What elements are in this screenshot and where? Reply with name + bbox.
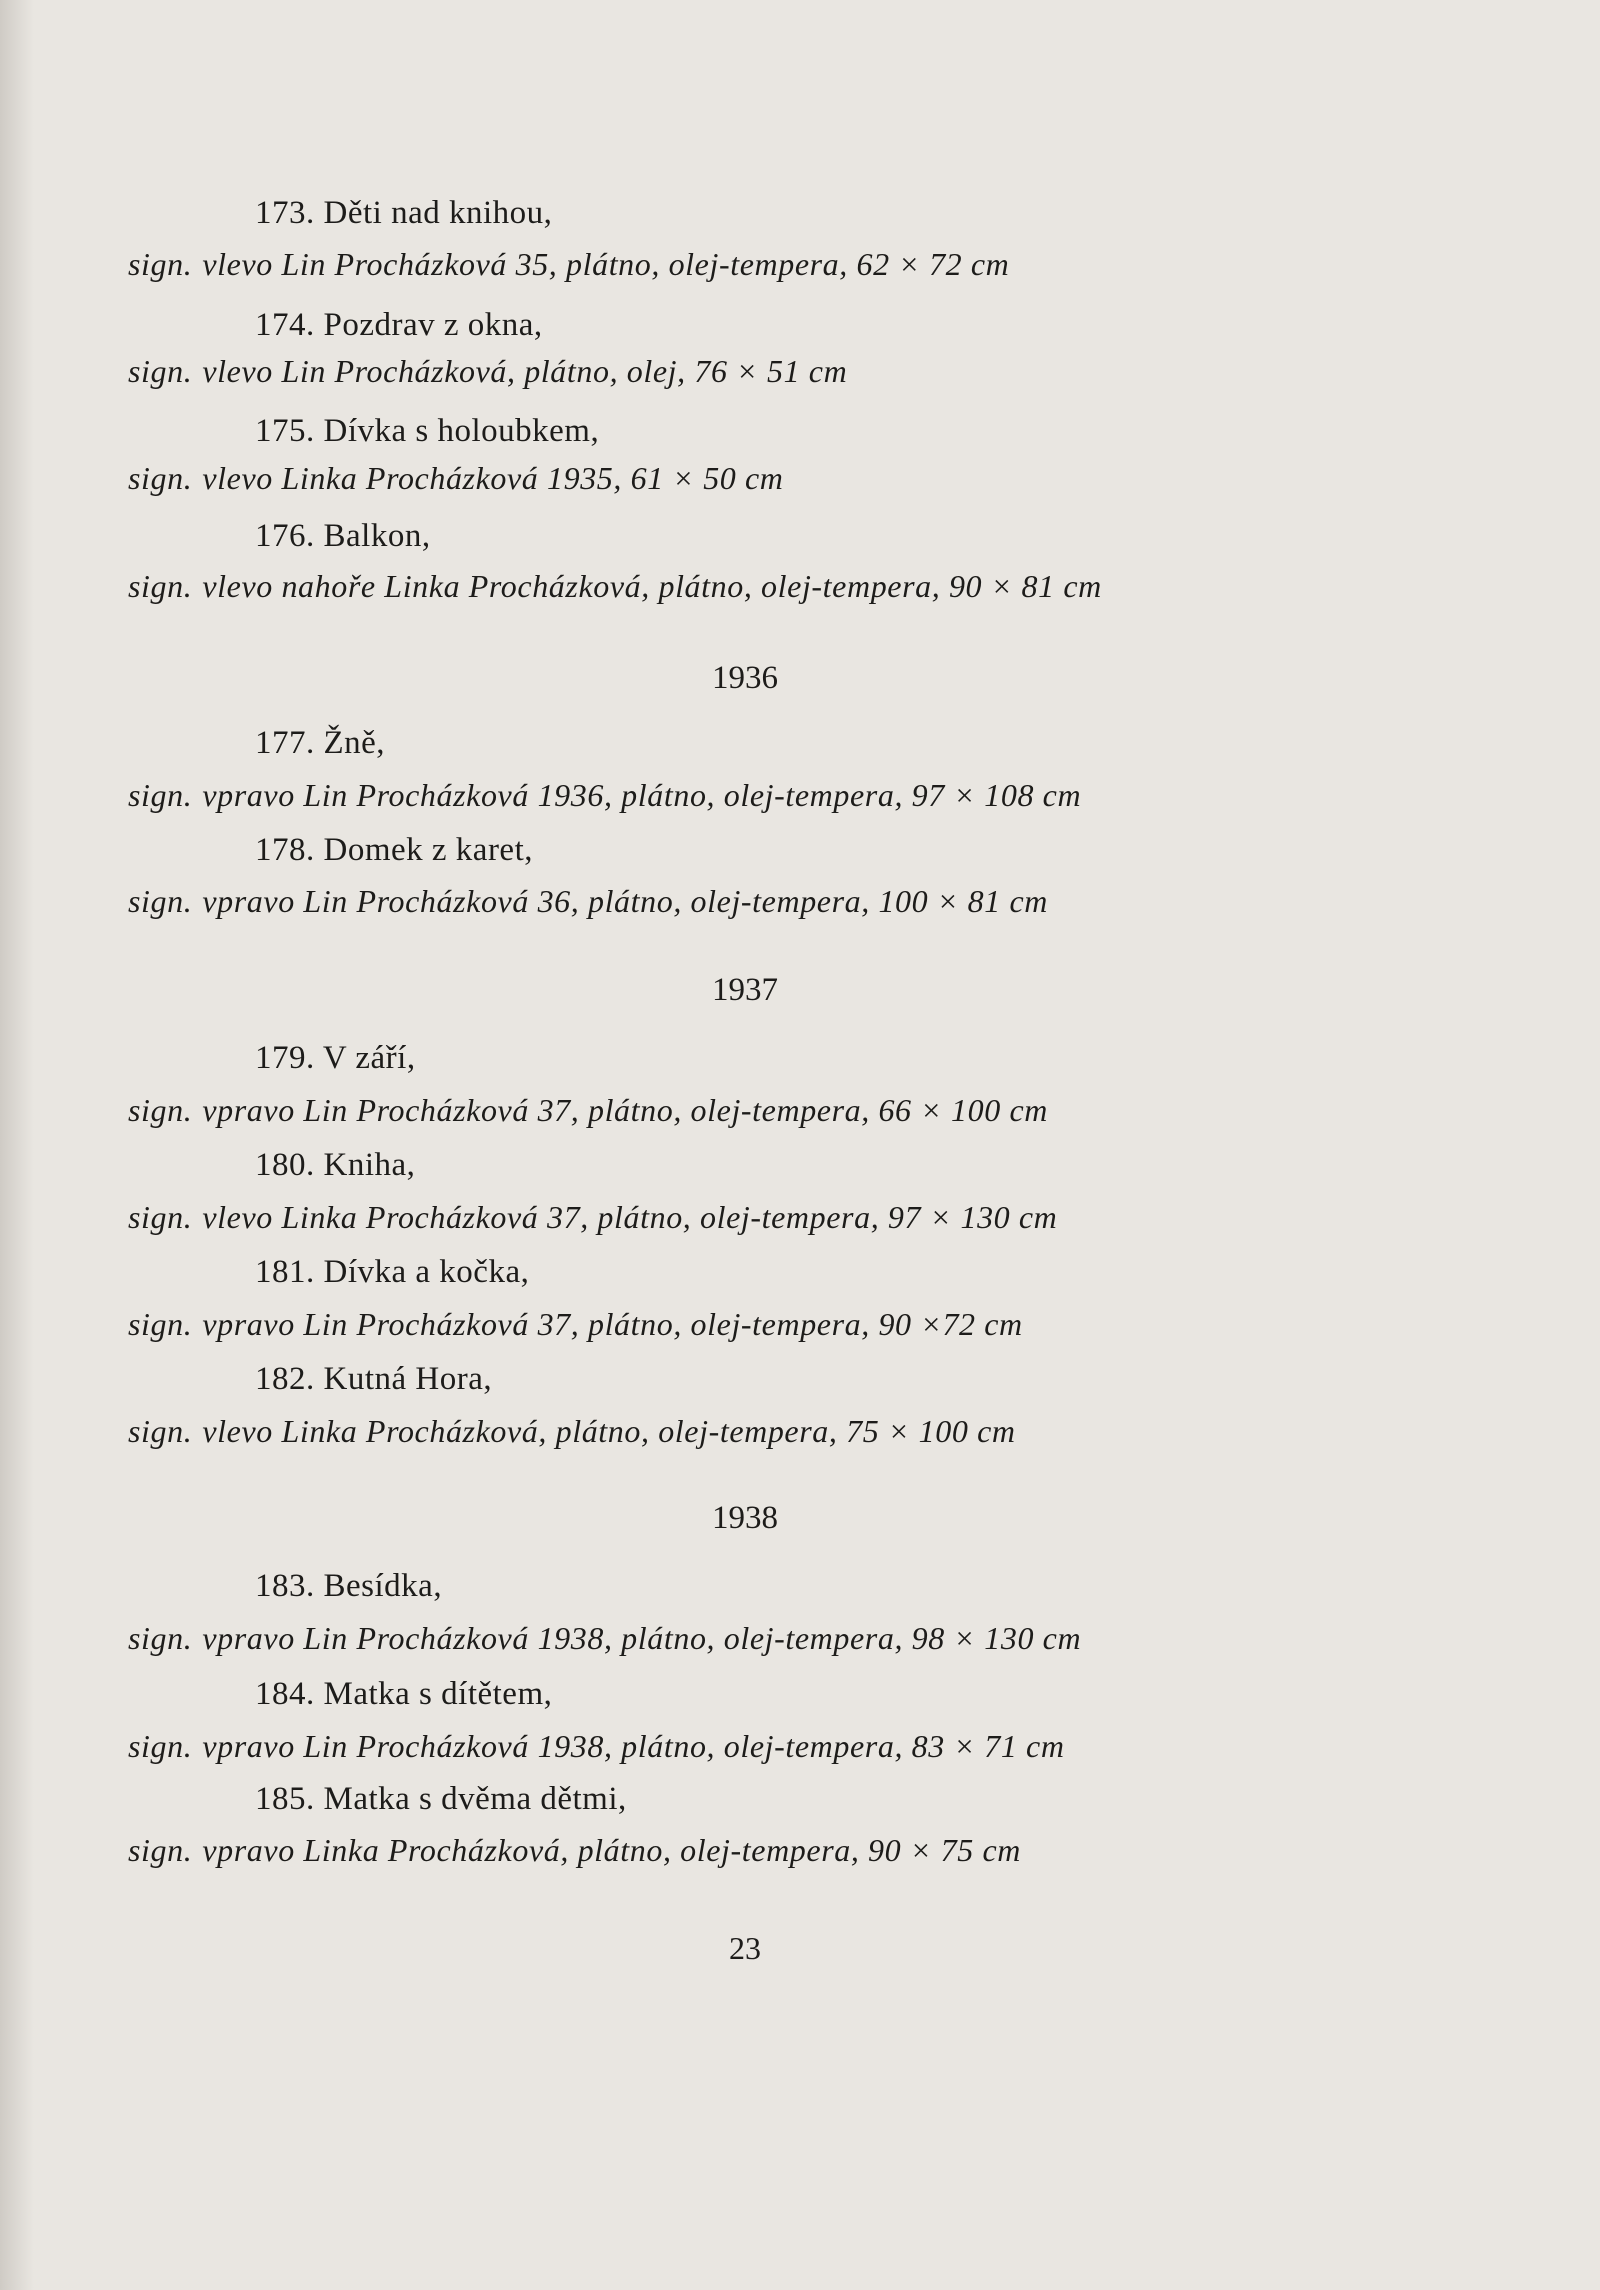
entry-signature [128,1832,1021,1869]
sign-label: sign. [128,1620,193,1656]
sign-label: sign. [128,1832,193,1868]
entry-signature [128,883,1048,920]
entry-title: 174. Pozdrav z okna, [255,307,543,343]
entry-title: 179. V září, [255,1040,416,1076]
entry-detail: vpravo Lin Procházková 37, plátno, olej-tempera, 66 × 100 cm [202,1092,1048,1128]
year-heading: 1936 [712,660,778,696]
entry-detail: vpravo Lin Procházková 1936, plátno, olej-tempera, 97 × 108 cm [202,777,1082,813]
entry-signature [128,1306,1023,1343]
entry-detail: vpravo Lin Procházková 1938, plátno, olej-tempera, 98 × 130 cm [202,1620,1082,1656]
sign-label: sign. [128,777,193,813]
sign-label: sign. [128,1413,193,1449]
entry-title: 180. Kniha, [255,1147,416,1183]
entry-signature [128,1413,1016,1450]
sign-label: sign. [128,460,193,496]
entry-detail: vlevo Linka Procházková 37, plátno, olej-tempera, 97 × 130 cm [202,1199,1058,1235]
sign-label: sign. [128,568,193,604]
sign-label: sign. [128,1199,193,1235]
entry-signature [128,568,1102,605]
entry-signature [128,1728,1065,1765]
entry-detail: vlevo Linka Procházková 1935, 61 × 50 cm [202,460,784,496]
page-number: 23 [729,1930,761,1966]
entry-signature [128,1092,1048,1129]
entry-signature [128,353,847,390]
entry-title: 181. Dívka a kočka, [255,1254,530,1290]
entry-title: 177. Žně, [255,725,386,761]
entry-detail: vpravo Linka Procházková, plátno, olej-tempera, 90 × 75 cm [202,1832,1021,1868]
sign-label: sign. [128,246,193,282]
entry-title: 175. Dívka s holoubkem, [255,413,600,449]
entry-detail: vpravo Lin Procházková 36, plátno, olej-tempera, 100 × 81 cm [202,883,1048,919]
entry-detail: vlevo Lin Procházková, plátno, olej, 76 × 51 cm [202,353,848,389]
entry-title: 182. Kutná Hora, [255,1361,493,1397]
sign-label: sign. [128,353,193,389]
year-heading: 1937 [712,972,778,1008]
entry-detail: vlevo Lin Procházková 35, plátno, olej-tempera, 62 × 72 cm [202,246,1010,282]
entry-title: 178. Domek z karet, [255,832,533,868]
entry-detail: vlevo Linka Procházková, plátno, olej-tempera, 75 × 100 cm [202,1413,1016,1449]
entry-signature [128,246,1009,283]
entry-signature [128,777,1081,814]
sign-label: sign. [128,883,193,919]
sign-label: sign. [128,1306,193,1342]
entry-signature [128,1199,1057,1236]
page-edge-shadow [0,0,34,2290]
entry-signature [128,1620,1081,1657]
entry-title: 183. Besídka, [255,1568,443,1604]
sign-label: sign. [128,1092,193,1128]
entry-signature [128,460,784,497]
entry-title: 185. Matka s dvěma dětmi, [255,1781,627,1817]
entry-title: 176. Balkon, [255,518,431,554]
entry-detail: vlevo nahoře Linka Procházková, plátno, olej-tempera, 90 × 81 cm [202,568,1102,604]
entry-detail: vpravo Lin Procházková 37, plátno, olej-tempera, 90 ×72 cm [202,1306,1023,1342]
entry-title: 184. Matka s dítětem, [255,1676,553,1712]
year-heading: 1938 [712,1500,778,1536]
sign-label: sign. [128,1728,193,1764]
entry-title: 173. Děti nad knihou, [255,195,553,231]
entry-detail: vpravo Lin Procházková 1938, plátno, olej-tempera, 83 × 71 cm [202,1728,1065,1764]
